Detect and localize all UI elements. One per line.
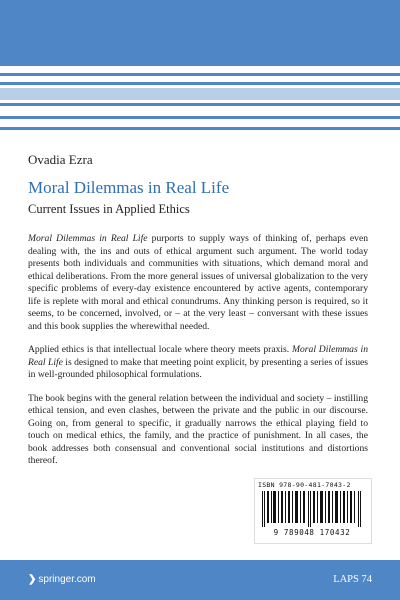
publisher-link[interactable]: springer.com [38, 574, 96, 585]
springer-chevron-icon: ❯ [28, 574, 37, 585]
barcode-icon [262, 491, 362, 527]
stripe [0, 127, 400, 130]
italic-title-ref: Moral Dilemmas in Real Life [28, 344, 368, 368]
blurb-paragraph-3 [28, 393, 368, 468]
stripe [0, 73, 400, 76]
paragraph-text: is designed to make that meeting point explicit, by presenting a series of issues in well-grounded philosophical formulations. [28, 356, 368, 380]
ean-digits: 9 789048 170432 [273, 528, 351, 537]
italic-title-ref: Moral Dilemmas in Real Life [28, 233, 148, 244]
stripe [0, 82, 400, 85]
book-subtitle: Current Issues in Applied Ethics [28, 202, 190, 216]
book-title: Moral Dilemmas in Real Life [28, 178, 230, 197]
publisher-logo[interactable] [28, 574, 96, 585]
back-cover-content [28, 138, 368, 479]
author-name: Ovadia Ezra [28, 152, 93, 167]
stripe [0, 0, 400, 66]
blurb-paragraph-2 [28, 344, 368, 382]
paragraph-text: purports to supply ways of thinking of, perhaps even dealing with, the ins and outs of ethical argument such argument. The world today presents both individuals and communities with situations, which demand moral and ethical deliberations. From the more general issues of universal globalization to the very specific problems of every-day existence encountered by active agents, contemporary life is replete with moral and ethical conundrums. Any thinking person is required, so it seems, to be concerned, involved, or – at the very least – conversant with these issues and this book supplies the wherewithal needed. [28, 233, 368, 332]
blurb-paragraph-1 [28, 233, 368, 333]
paragraph-lead: Applied ethics is that intellectual locale where theory meets praxis. [28, 344, 292, 355]
paragraph-text: The book begins with the general relation between the individual and society – instilling ethical tension, and even clashes, between the private and the public in our discourse. Going on, from general to specific, it gradually narrows the ethical playing field to touch on medical ethics, the family, and the practice of punishment. In all cases, the book addresses both consensual and conventional social institutions and distortions thereof. [28, 392, 368, 466]
stripe [0, 116, 400, 119]
series-number: LAPS 74 [333, 574, 372, 585]
stripe [0, 88, 400, 100]
stripe [0, 103, 400, 106]
isbn-label: ISBN 978-90-481-7043-2 [258, 481, 351, 489]
header-stripes [0, 0, 400, 135]
